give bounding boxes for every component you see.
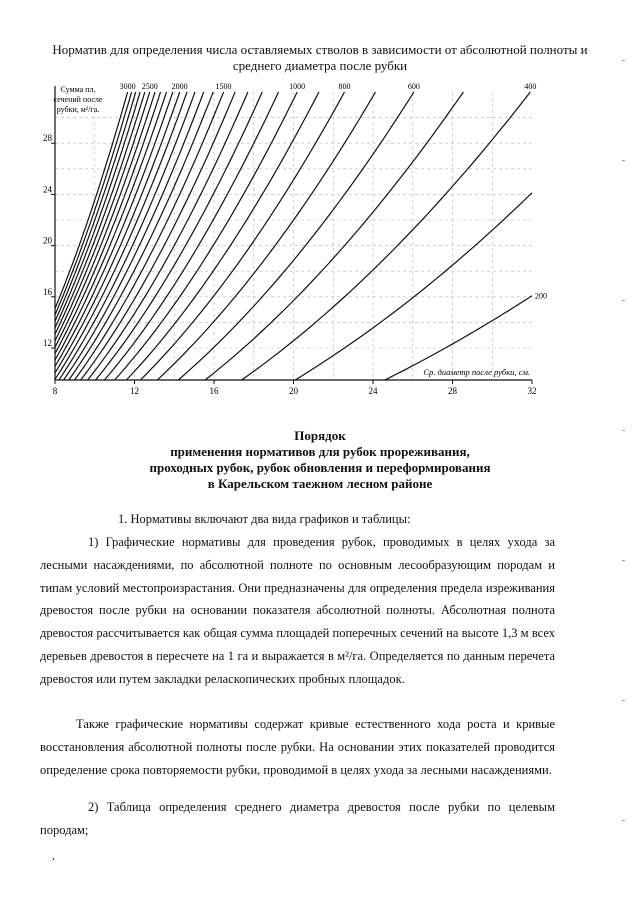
y-tick-label: 16 [43,286,52,297]
basal-area-chart [0,80,640,410]
chart-labels [43,82,547,396]
x-tick-label: 24 [368,386,378,396]
x-tick-label: 20 [289,386,298,396]
x-tick-label: 16 [209,386,219,396]
corner-mark: , [52,850,55,862]
curve-label: 200 [535,291,547,301]
curve-label: 3000 [119,82,136,91]
curve-1900 [55,92,187,379]
x-axis-label: Ср. диаметр после рубки, см. [423,367,530,377]
paragraph-1: 1. Нормативы включают два вида графиков и таблицы: [118,512,411,526]
curve-label: 600 [407,82,420,91]
heading-line: Порядок [294,428,346,443]
y-tick-label: 20 [43,235,52,246]
curve-900 [126,92,319,380]
y-tick-label: 24 [43,184,52,195]
curve-label: 400 [524,82,537,91]
edge-mark [622,700,625,701]
curve-label: 1500 [215,82,232,91]
curve-500 [205,92,463,380]
x-tick-label: 32 [527,386,537,396]
edge-mark [622,300,625,301]
paragraph-2: 1) Графические нормативы для проведения рубок, проводимых в целях ухода за лесными насаждениями, по абсолютной полноте по основным лесообразующим породам и типам условий местопроизрастания. Они предназначены для определения предела изреживания древостоя после рубки на основании показателя абсолютной полноты. Абсолютная полнота древостоя рассчитывается как общая сумма площадей поперечных сечений на высоте 1,3 м всех деревьев древостоя в пересчете на 1 га и выражается в м²/га. Определяется по данным перечета древостоя или путем закладки реласкопических пробных площадок. [40,535,555,686]
curve-label: 2000 [171,82,188,91]
curve-300 [295,193,532,380]
heading-line: применения нормативов для рубок прореживания, [170,444,470,459]
curve-label: 1000 [289,82,306,91]
y-tick-label: 28 [43,133,52,144]
paragraph-3: Также графические нормативы содержат кривые естественного хода роста и кривые восстановления абсолютной полноты после рубки. На основании этих показателей проводится определение срока повторяемости рубки, проводимой в целях ухода за лесными насаждениями. [40,717,555,777]
x-tick-label: 28 [448,386,457,396]
edge-mark [622,60,625,61]
paragraph-4: 2) Таблица определения среднего диаметра древостоя после рубки по целевым породам; [40,800,555,837]
curve-label: 800 [338,82,351,91]
x-tick-label: 8 [52,386,58,396]
heading-line: проходных рубок, рубок обновления и переформирования [149,460,491,475]
curve-700 [157,92,375,380]
section-heading [60,428,580,492]
x-tick-label: 12 [130,386,139,396]
edge-mark [622,430,625,431]
curve-label: 2500 [141,82,158,91]
chart-title: Норматив для определения числа оставляемых стволов в зависимости от абсолютной полноты и среднего диаметра после рубки [52,42,588,73]
curve-1700 [64,92,204,380]
y-axis-label: Сумма пл. сечений после рубки, м²/га. [53,85,103,114]
edge-mark [622,820,625,821]
edge-mark [622,560,625,561]
edge-mark [622,160,625,161]
heading-line: в Карельском таежном лесном районе [207,476,433,491]
curve-3000 [55,92,128,309]
y-tick-label: 12 [43,338,52,348]
